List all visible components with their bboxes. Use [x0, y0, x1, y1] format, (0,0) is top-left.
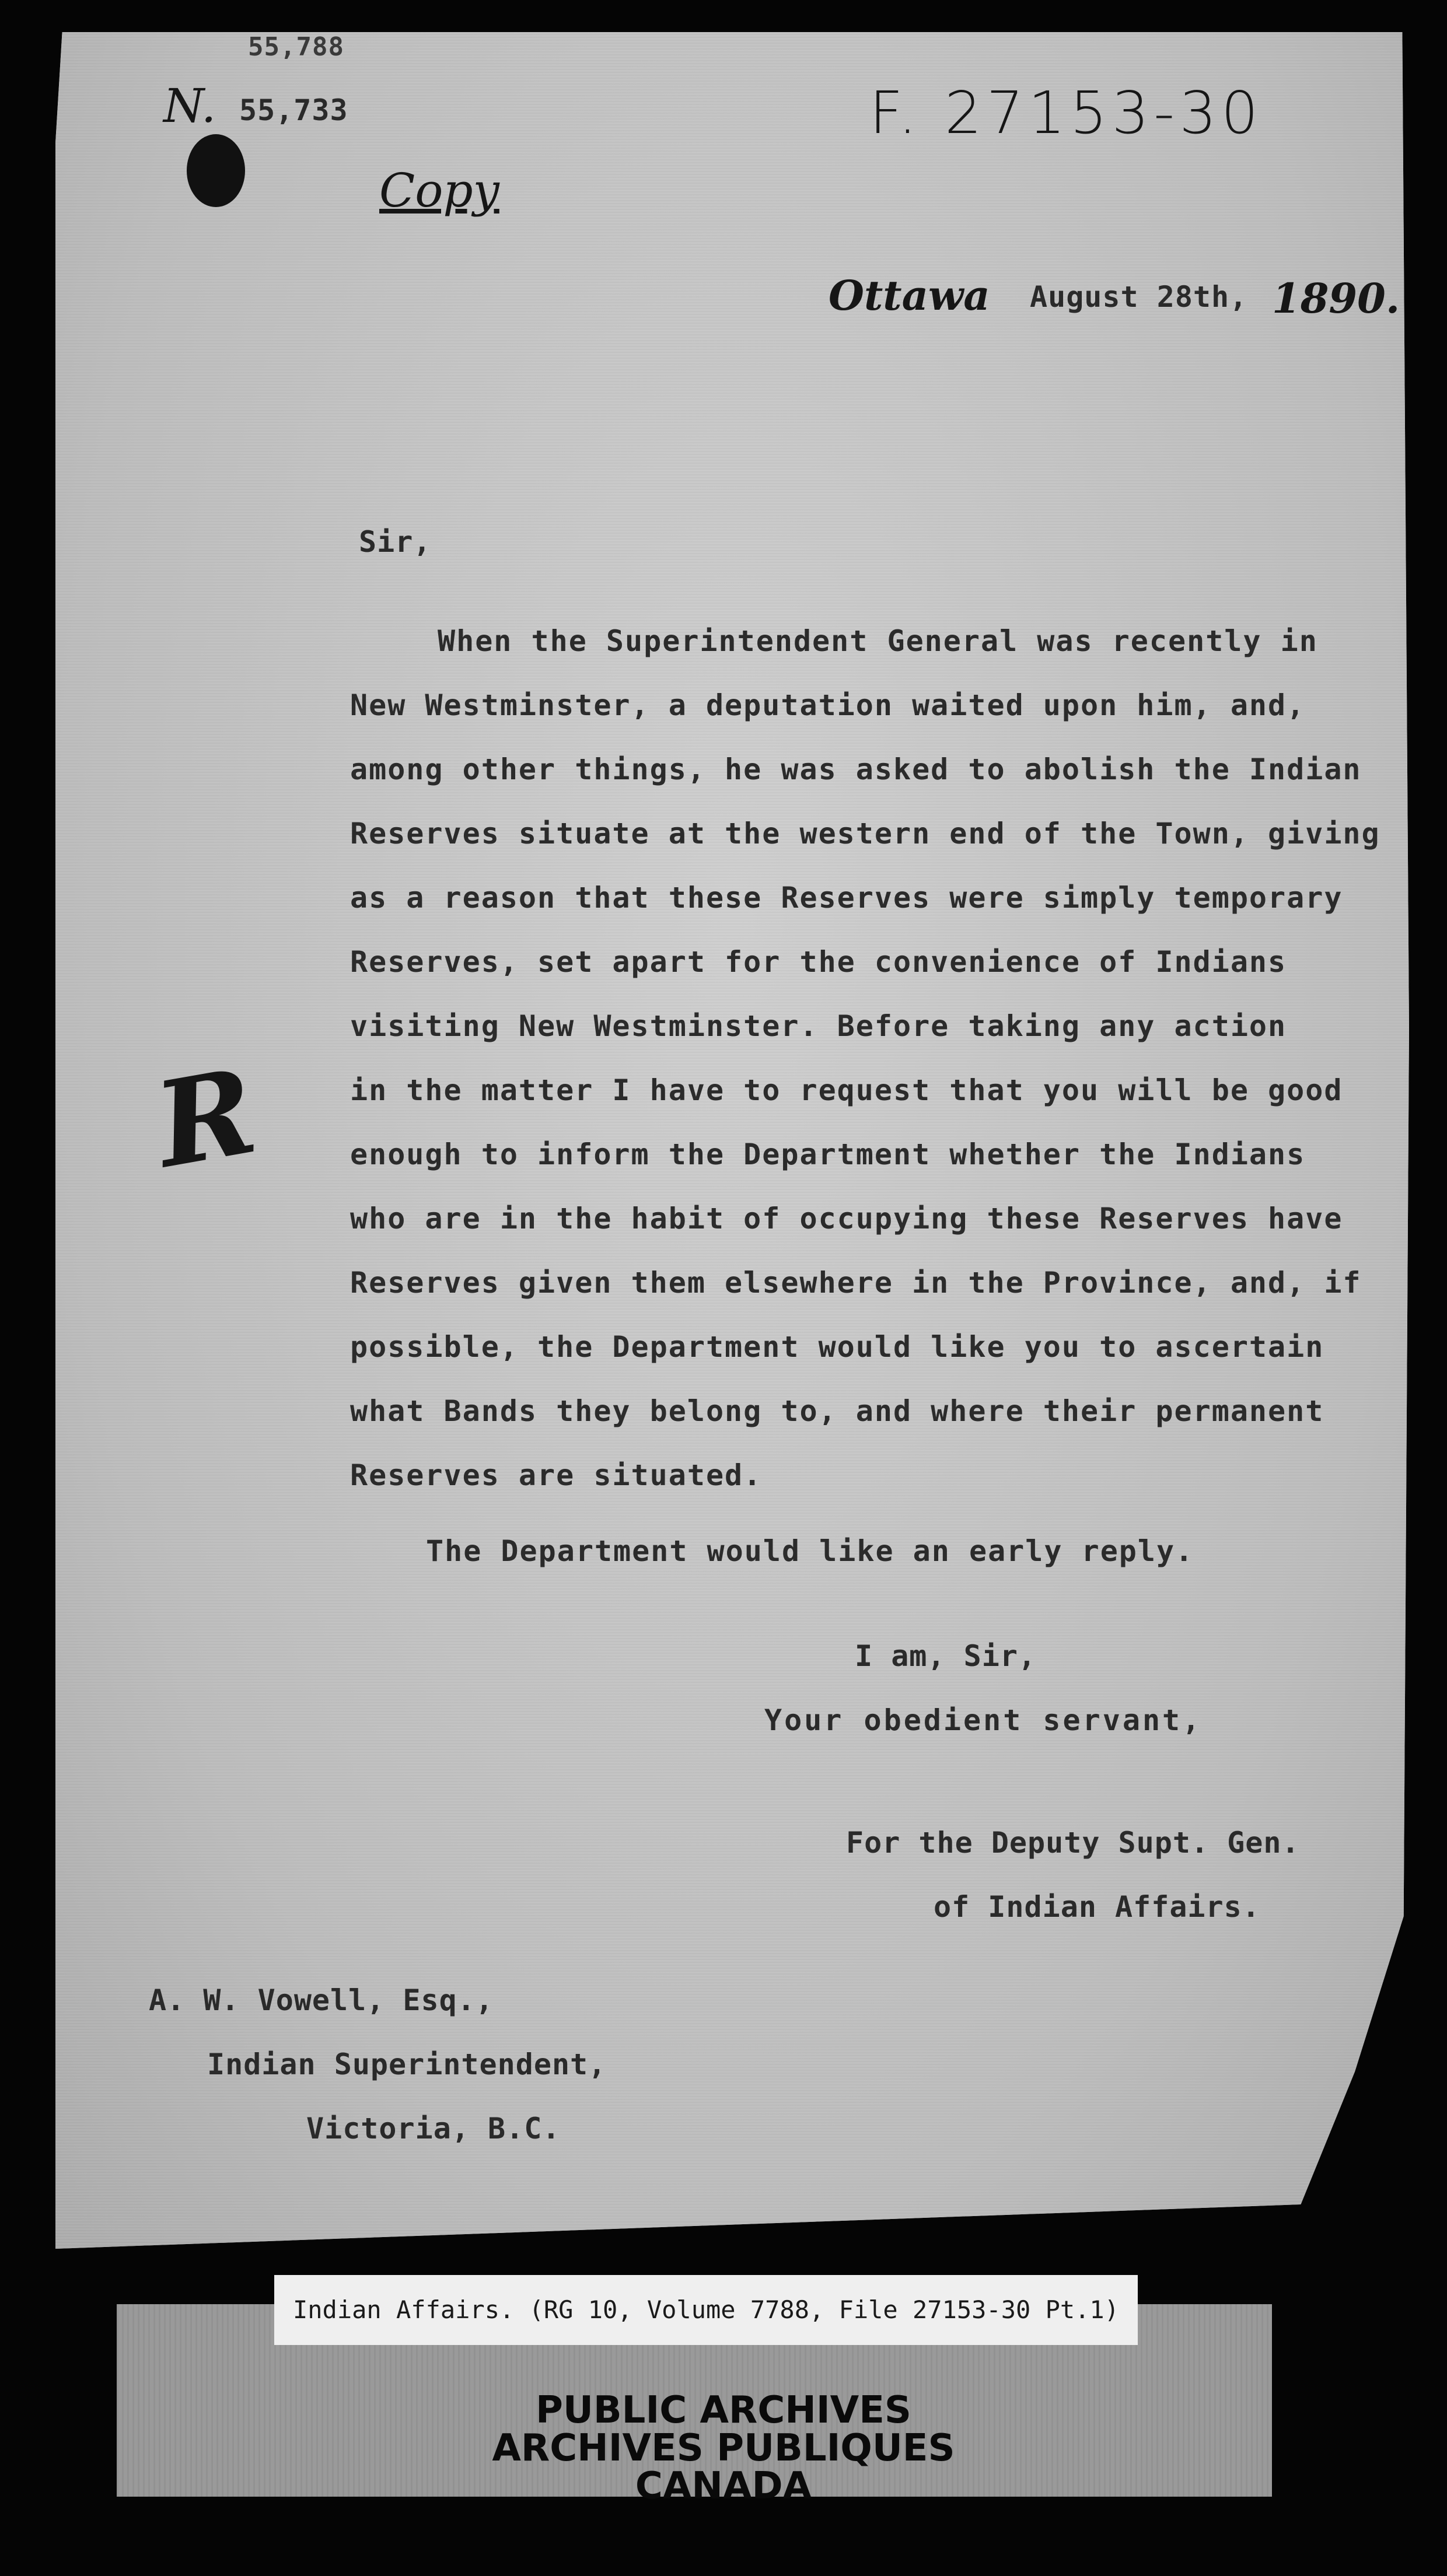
margin-initials: R	[146, 1042, 266, 1195]
body-line: possible, the Department would like you to ascertain	[350, 1330, 1324, 1364]
file-number: F. 27153-30	[869, 79, 1263, 147]
body-line: New Westminster, a deputation waited upon him, and,	[350, 688, 1306, 722]
letter-date: August 28th,	[1030, 280, 1248, 314]
body-line: Reserves situate at the western end of the Town, giving	[350, 817, 1380, 850]
body-line: as a reason that these Reserves were simply temporary	[350, 881, 1343, 915]
addressee-location: Victoria, B.C.	[306, 2112, 561, 2146]
archive-stamp-line-3: CANADA	[635, 2465, 812, 2508]
sign-off-1: I am, Sir,	[855, 1639, 1037, 1673]
ink-blot	[187, 134, 245, 207]
sign-off-2: Your obedient servant,	[764, 1703, 1203, 1737]
archive-stamp-line-1: PUBLIC ARCHIVES	[536, 2389, 911, 2432]
body-line: in the matter I have to request that you will be good	[350, 1073, 1343, 1107]
salutation: Sir,	[359, 525, 432, 559]
body-line: enough to inform the Department whether the Indians	[350, 1138, 1306, 1171]
signature-line-2: of Indian Affairs.	[934, 1890, 1260, 1924]
handwritten-no-mark: N.	[163, 79, 216, 133]
closing-line: The Department would like an early reply.	[426, 1534, 1194, 1568]
place-handwritten: Ottawa	[829, 271, 990, 320]
addressee-title: Indian Superintendent,	[207, 2048, 607, 2081]
body-line: who are in the habit of occupying these Reserves have	[350, 1202, 1343, 1236]
body-line: Reserves, set apart for the convenience of Indians	[350, 945, 1287, 979]
copy-mark: Copy	[379, 163, 499, 218]
body-line: Reserves are situated.	[350, 1458, 763, 1492]
body-line: When the Superintendent General was recently in	[438, 624, 1318, 658]
body-line: visiting New Westminster. Before taking any action	[350, 1009, 1287, 1043]
stamp-number-top: 55,788	[248, 32, 344, 62]
archive-stamp-line-2: ARCHIVES PUBLIQUES	[492, 2427, 955, 2470]
addressee-name: A. W. Vowell, Esq.,	[149, 1983, 494, 2017]
body-line: Reserves given them elsewhere in the Province, and, if	[350, 1266, 1362, 1300]
catalog-label: Indian Affairs. (RG 10, Volume 7788, File 27153-30 Pt.1)	[274, 2275, 1138, 2345]
stamp-number: 55,733	[239, 93, 348, 127]
body-line: what Bands they belong to, and where their permanent	[350, 1394, 1324, 1428]
year-handwritten: 1890.	[1272, 274, 1400, 323]
body-line: among other things, he was asked to abolish the Indian	[350, 752, 1362, 786]
signature-line-1: For the Deputy Supt. Gen.	[846, 1826, 1300, 1860]
